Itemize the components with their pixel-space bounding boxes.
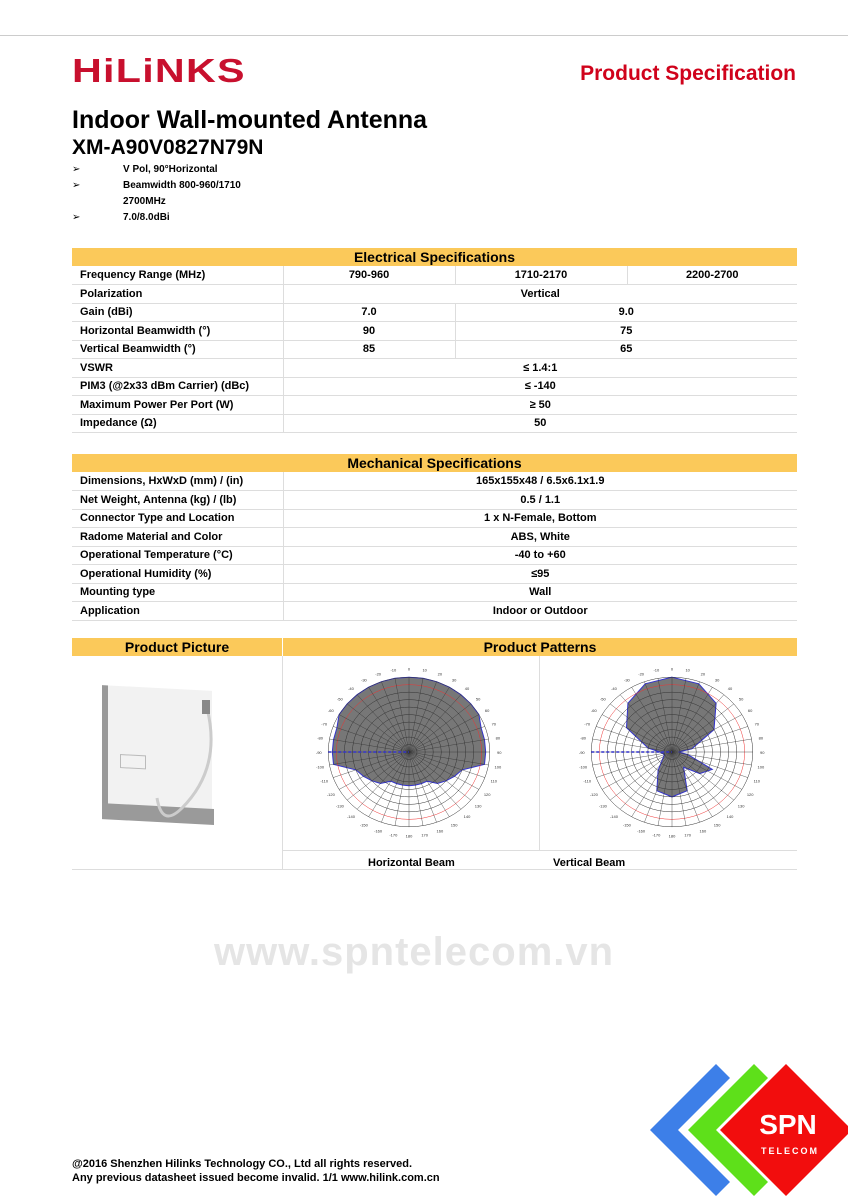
angle-label: -50 (336, 696, 343, 702)
table-title: Electrical Specifications (72, 248, 797, 266)
angle-label: 150 (450, 822, 458, 828)
table-row: Impedance (Ω) 50 (72, 414, 797, 433)
angle-label: 170 (684, 832, 692, 838)
angle-label: 40 (727, 685, 733, 691)
angle-label: -130 (335, 803, 344, 809)
top-rule (0, 35, 848, 36)
angle-label: 50 (475, 696, 481, 702)
angle-label: 80 (758, 735, 764, 741)
angle-label: -160 (374, 828, 383, 834)
product-model: XM-A90V0827N79N (72, 136, 264, 159)
angle-label: 10 (422, 667, 427, 673)
table-row: VSWR ≤ 1.4:1 (72, 359, 797, 378)
table-row: Net Weight, Antenna (kg) / (lb) 0.5 / 1.1 (72, 491, 797, 510)
angle-label: 50 (738, 696, 744, 702)
table-row: Connector Type and Location 1 x N-Female, Bottom (72, 509, 797, 528)
electrical-spec-table (72, 248, 797, 433)
angle-label: 20 (700, 671, 706, 677)
watermark: www.spntelecom.vn (214, 930, 615, 974)
table-row: Dimensions, HxWxD (mm) / (in) 165x155x48 / 6.5x6.1x1.9 (72, 472, 797, 491)
angle-label: -70 (321, 721, 328, 727)
table-row: Vertical Beamwidth (°) 85 65 (72, 340, 797, 359)
angle-label: -110 (320, 778, 329, 784)
spn-logo-name: SPN (759, 1109, 817, 1140)
angle-label: 120 (483, 791, 491, 797)
feature-item: ➢ 7.0/8.0dBi (72, 210, 241, 226)
arrow-bullet-icon: ➢ (72, 212, 81, 223)
angle-label: 30 (451, 677, 457, 683)
footer: @2016 Shenzhen Hilinks Technology CO., Ltd all rights reserved. Any previous datasheet issued become invalid. 1/1 www.hilink.com.cn (72, 1158, 440, 1184)
angle-label: -40 (611, 685, 617, 691)
table-row: Frequency Range (MHz) 790-960 1710-2170 2200-2700 (72, 266, 797, 285)
angle-label: 60 (484, 708, 490, 714)
angle-label: -20 (375, 671, 382, 677)
product-patterns-title: Product Patterns (283, 638, 797, 656)
angle-label: -130 (598, 803, 607, 809)
spn-telecom-logo (648, 1062, 848, 1200)
angle-label: -20 (638, 671, 645, 677)
angle-label: 100 (757, 764, 765, 770)
angle-label: 160 (436, 828, 444, 834)
angle-label: -90 (315, 750, 322, 755)
angle-label: -30 (360, 677, 367, 683)
table-row: Operational Temperature (°C) -40 to +60 (72, 546, 797, 565)
angle-label: -100 (579, 764, 588, 770)
hilinks-logo: HiLiNKS (72, 52, 246, 89)
angle-label: 120 (746, 791, 754, 797)
angle-label: 20 (437, 671, 443, 677)
table-row: PIM3 (@2x33 dBm Carrier) (dBc) ≤ -140 (72, 377, 797, 396)
doc-type: Product Specification (580, 62, 796, 85)
angle-label: 130 (474, 803, 482, 809)
arrow-bullet-icon: ➢ (72, 180, 81, 191)
angle-label: 140 (726, 814, 734, 820)
cable-image (152, 678, 252, 838)
angle-label: -10 (653, 667, 660, 673)
feature-item: ➢ Beamwidth 800-960/1710 (72, 178, 241, 194)
arrow-bullet-icon: ➢ (72, 164, 81, 175)
angle-label: -150 (622, 822, 631, 828)
angle-label: 10 (685, 667, 690, 673)
angle-label: 30 (714, 677, 720, 683)
angle-label: -110 (583, 778, 592, 784)
angle-label: -120 (326, 791, 335, 797)
pictures-section (72, 638, 797, 870)
angle-label: 0 (670, 666, 674, 672)
angle-label: -60 (590, 708, 597, 714)
angle-label: -140 (609, 814, 618, 820)
angle-label: -80 (580, 735, 587, 741)
spn-logo-sub: TELECOM (761, 1146, 819, 1156)
horizontal-beam-pattern (304, 660, 514, 850)
angle-label: -170 (652, 832, 661, 838)
table-row: Gain (dBi) 7.0 9.0 (72, 303, 797, 322)
table-row: Operational Humidity (%) ≤95 (72, 565, 797, 584)
angle-label: -120 (589, 791, 598, 797)
product-picture-title: Product Picture (72, 638, 282, 656)
angle-label: -140 (346, 814, 355, 820)
angle-label: -100 (316, 764, 325, 770)
angle-label: 40 (464, 685, 470, 691)
horizontal-beam-caption: Horizontal Beam (368, 857, 455, 869)
vertical-beam-caption: Vertical Beam (553, 857, 626, 869)
angle-label: -170 (389, 832, 398, 838)
angle-label: 160 (699, 828, 707, 834)
feature-item: 2700MHz (123, 196, 166, 207)
angle-label: -80 (317, 735, 324, 741)
angle-label: 110 (753, 778, 761, 784)
table-row: Application Indoor or Outdoor (72, 602, 797, 621)
angle-label: 80 (495, 735, 501, 741)
angle-label: 130 (737, 803, 745, 809)
angle-label: -10 (390, 667, 397, 673)
angle-label: -50 (599, 696, 606, 702)
feature-list (72, 162, 241, 226)
angle-label: -70 (584, 721, 591, 727)
table-row: Horizontal Beamwidth (°) 90 75 (72, 322, 797, 341)
angle-label: 70 (491, 721, 497, 727)
angle-label: -160 (637, 828, 646, 834)
angle-label: 90 (760, 750, 765, 755)
angle-label: -40 (348, 685, 354, 691)
vertical-beam-pattern (567, 660, 777, 850)
angle-label: 140 (463, 814, 471, 820)
table-row: Radome Material and Color ABS, White (72, 528, 797, 547)
angle-label: -90 (578, 750, 585, 755)
table-title: Mechanical Specifications (72, 454, 797, 472)
table-row: Maximum Power Per Port (W) ≥ 50 (72, 396, 797, 415)
angle-label: 110 (490, 778, 498, 784)
angle-label: -150 (359, 822, 368, 828)
product-title: Indoor Wall-mounted Antenna (72, 106, 428, 134)
angle-label: 180 (405, 833, 413, 839)
angle-label: 100 (494, 764, 502, 770)
angle-label: -60 (327, 708, 334, 714)
angle-label: 150 (713, 822, 721, 828)
mechanical-spec-table (72, 454, 797, 621)
angle-label: 180 (668, 833, 676, 839)
angle-label: 90 (497, 750, 502, 755)
feature-item: ➢ V Pol, 90°Horizontal (72, 162, 241, 178)
angle-label: 0 (407, 666, 411, 672)
angle-label: 60 (747, 708, 753, 714)
angle-label: -30 (623, 677, 630, 683)
angle-label: 170 (421, 832, 429, 838)
angle-label: 70 (754, 721, 760, 727)
table-row: Polarization Vertical (72, 285, 797, 304)
table-row: Mounting type Wall (72, 583, 797, 602)
